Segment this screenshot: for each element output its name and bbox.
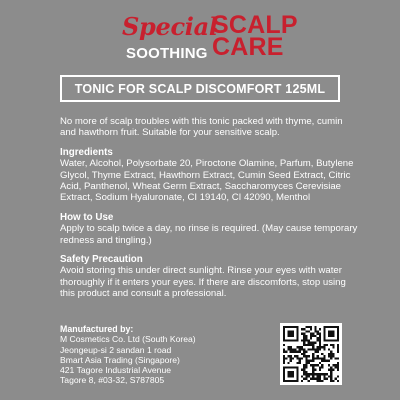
manufacturer-section <box>60 324 260 386</box>
how-to-use-heading: How to Use <box>60 211 114 223</box>
brand-header <box>0 10 400 68</box>
manufacturer-line: M Cosmetics Co. Ltd (South Korea) <box>60 334 196 345</box>
safety-section <box>60 254 360 300</box>
brand-scalp-care <box>212 11 298 61</box>
label-body <box>60 116 360 308</box>
brand-scalp: SCALP <box>212 11 298 39</box>
how-to-use-section <box>60 212 360 246</box>
brand-special: Special <box>122 12 218 41</box>
ingredients-heading: Ingredients <box>60 146 113 158</box>
product-title: TONIC FOR SCALP DISCOMFORT 125ML <box>74 81 326 96</box>
safety-heading: Safety Precaution <box>60 254 143 266</box>
how-to-use-text: Apply to scalp twice a day, no rinse is required. (May cause temporary redness and tingling.) <box>60 223 358 246</box>
safety-text: Avoid storing this under direct sunlight. Rinse your eyes with water thoroughly if it enters your eyes. If there are discomforts, stop using this product and consult a professional. <box>60 265 346 300</box>
description <box>60 116 360 139</box>
ingredients-text: Water, Alcohol, Polysorbate 20, Piroctone Olamine, Parfum, Butylene Glycol, Thyme Extract, Hawthorn Extract, Cumin Seed Extract, Citric Acid, Panthenol, Wheat Germ Extract, Saccharomyces Cerevisiae Extract, Sodium Hyaluronate, CI 19140, CI 42090, Menthol <box>60 158 354 204</box>
qr-code-icon <box>280 323 342 385</box>
brand-soothing: SOOTHING <box>126 45 208 62</box>
qr-code-graphic <box>283 326 339 382</box>
description-text: No more of scalp troubles with this tonic packed with thyme, cumin and hawthorn fruit. Suitable for your sensitive scalp. <box>60 116 343 139</box>
manufacturer-heading: Manufactured by: <box>60 324 134 334</box>
manufacturer-line: Tagore 8, #03-32, S787805 <box>60 375 165 386</box>
product-title-box <box>60 75 340 102</box>
ingredients-section <box>60 147 360 204</box>
manufacturer-line: Jeongeup-si 2 sandan 1 road <box>60 344 172 355</box>
manufacturer-line: 421 Tagore Industrial Avenue <box>60 365 172 376</box>
manufacturer-line: Bmart Asia Trading (Singapore) <box>60 354 180 365</box>
brand-care: CARE <box>212 33 284 61</box>
